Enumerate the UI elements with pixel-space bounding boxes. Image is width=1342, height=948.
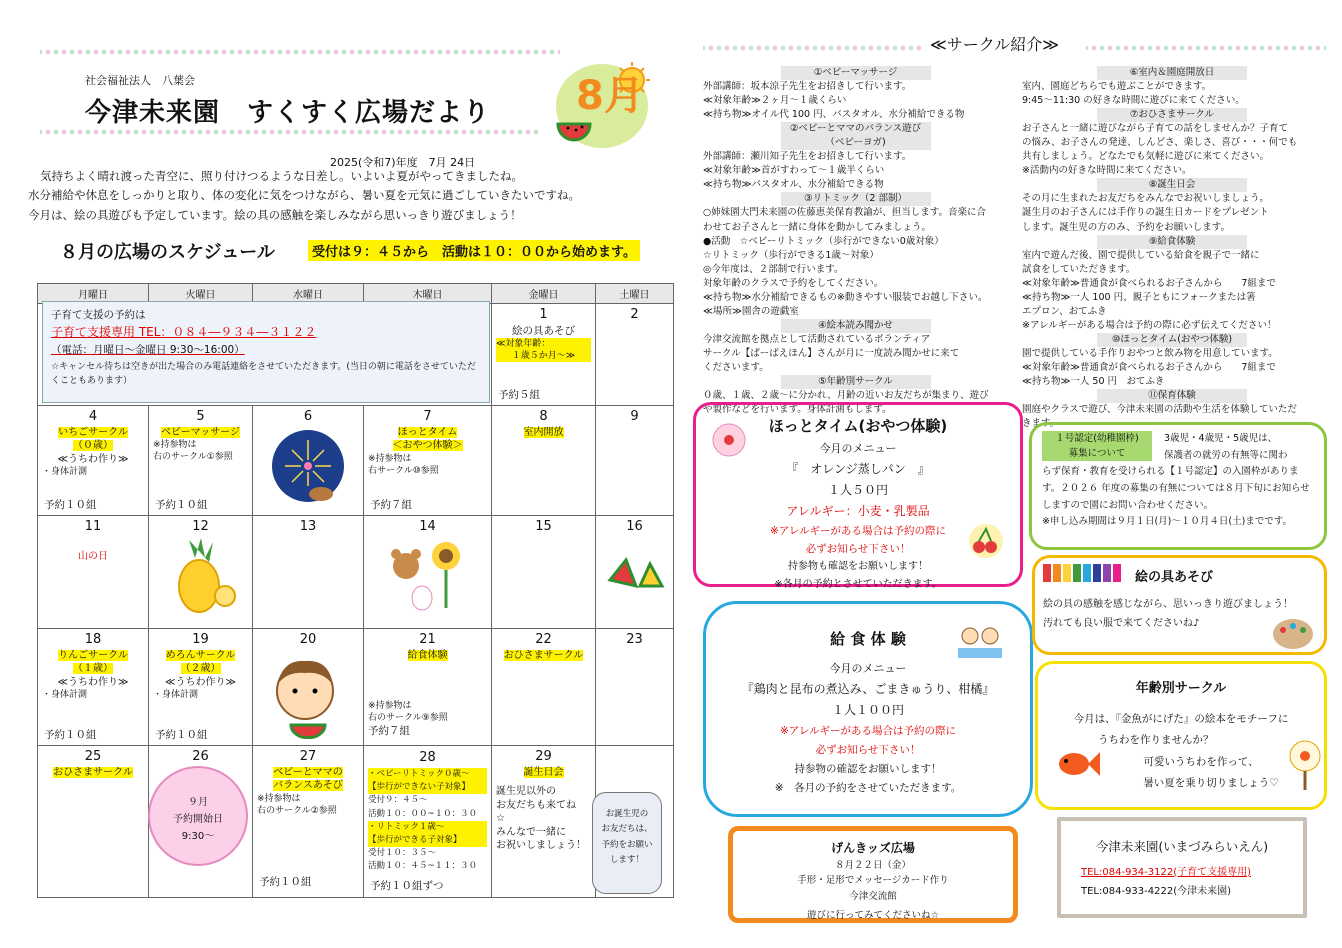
day-number: 4 (88, 409, 98, 424)
circle-heading: ⑩ほっとタイム(おやつ体験) (1097, 333, 1247, 347)
event-target-2: 【歩行ができる子対象】 (368, 834, 487, 847)
event-note-2: お友だちも来てね (496, 799, 576, 811)
hottime-allergy: アレルギー：小麦・乳製品 (786, 503, 930, 518)
circle-heading: ⑤年齢別サークル (781, 375, 931, 389)
day-number: 21 (419, 632, 436, 647)
day-number: 11 (84, 519, 102, 534)
day-number: 28 (419, 750, 436, 765)
circle-text: します。誕生児の方のみ、予約をお願いします。 (1022, 221, 1231, 233)
circle-text: 今津交流館を拠点として活動されているボランティア (703, 333, 931, 345)
dots-decoration-top (40, 48, 560, 56)
org-name: 社会福祉法人 八葉会 (85, 74, 195, 87)
event-note-2: 右のサークル⑨参照 (368, 713, 448, 724)
day-28[interactable] (364, 746, 492, 898)
day-7[interactable] (364, 406, 492, 516)
circle-text: 対象年齢のクラスで予約をしてください。 (703, 277, 884, 289)
hottime-price: １人５０円 (827, 482, 888, 497)
event-label-2: バランスあそび (273, 780, 343, 792)
age-circle-line-3: 可愛いうちわを作って、 (1143, 755, 1259, 768)
circle-text: 9:45～11:30 の好きな時間に遊びに来てください。 (1022, 95, 1245, 107)
circle-text: ≪対象年齢≫普通食が食べられるお子さんから 7組まで (1022, 361, 1276, 373)
circle-text: ※活動内の好きな時間に来てください。 (1022, 165, 1192, 177)
dots-decoration-right-2 (1086, 44, 1326, 52)
circle-text: ≪持ち物≫一人 100 円、親子ともにフォークまたは箸 (1022, 291, 1256, 303)
reservation-count: 予約７組 (368, 725, 410, 738)
day-21[interactable] (364, 629, 492, 746)
circle-label: 予約開始日 (173, 814, 223, 825)
event-note: ※持参物は (368, 453, 412, 464)
day-29[interactable] (492, 746, 596, 898)
event-label: おひさまサークル (503, 649, 584, 661)
day-number: 23 (626, 632, 643, 647)
intro-line-1: 気持ちよく晴れ渡った青空に、照り付けつるような日差し。いよいよ夏がやってきましたね。 (40, 169, 523, 183)
day-19[interactable] (149, 629, 253, 746)
circle-text: ●活動 ☆ベビーリトミック（歩行ができない0歳対象） (703, 235, 944, 247)
event-label: ほっとタイム (397, 426, 458, 438)
day-15[interactable] (492, 516, 596, 629)
hottime-bring: 持参物も確認をお願いします！ (788, 561, 928, 573)
event-note-2: 右サークル⑩参照 (368, 465, 439, 476)
circle-text: ≪場所≫園舎の遊戯室 (703, 305, 799, 317)
event-reception-2: 受付１０：３５～ (368, 848, 437, 859)
event-note: ※持参物は (257, 793, 301, 804)
event-age: （２歳） (180, 663, 221, 675)
day-1[interactable] (492, 304, 596, 406)
day-number: 13 (299, 519, 317, 534)
day-11[interactable] (38, 516, 149, 629)
event-label: おひさまサークル (53, 766, 133, 778)
event-note: ・身体計測 (153, 690, 199, 701)
day-6[interactable] (253, 406, 364, 516)
circle-text: ○姉妹園大門未来園の佐藤恵美保育教諭が、担当します。音楽に合 (703, 207, 987, 219)
age-circle-line-4: 暑い夏を乗り切りましょう♡ (1143, 777, 1279, 790)
event-label-2: ・リトミック１歳～ (368, 821, 487, 834)
genki-invite: 遊びに行ってみてくださいね☆ (806, 909, 940, 921)
circles-heading: ≪サークル紹介≫ (930, 35, 1060, 54)
genki-date: ８月２２日（金） (834, 860, 911, 872)
recruit-label (1042, 431, 1152, 461)
uchiwa-fan-icon (1288, 738, 1322, 792)
day-number: 16 (626, 519, 643, 534)
age-circle-title: 年齢別サークル (1135, 681, 1227, 696)
event-label: りんごサークル (58, 649, 128, 661)
age-circle-line-2: うちわを作りませんか？ (1098, 734, 1214, 747)
event-activity: ≪うちわ作り≫ (57, 453, 129, 465)
reception-banner: 受付は９：４５から 活動は１０：００から始めます。 (308, 240, 640, 261)
paint-line-2: 汚れても良い服で来てくださいね♪ (1043, 617, 1200, 629)
recruit-line-3: らず保育・教育を受けられる【１号認定】の入園枠があります。２０２６ 年度の募集の有無については８月下旬にお知らせしますので園にお問い合わせください。 (1042, 466, 1310, 511)
circle-heading: ⑨給食体験 (1097, 235, 1247, 249)
circle-month: ９月 (188, 797, 208, 808)
month-badge-text: 8月 (576, 73, 644, 119)
lunch-bring: 持参物の確認をお願いします！ (794, 762, 942, 775)
holiday-label: 山の日 (78, 550, 108, 562)
reservation-count: 予約１０組 (155, 498, 208, 511)
event-age: （１歳） (73, 663, 113, 675)
day-number: 26 (192, 749, 209, 764)
event-note: ※持参物は (368, 701, 412, 712)
event-label: ベビーマッサージ (161, 426, 240, 438)
schedule-title: ８月の広場のスケジュール (60, 242, 275, 263)
circle-text: くださいます。 (703, 361, 769, 373)
lunch-price: １人１００円 (831, 703, 904, 718)
recruit-line-4: ※申し込み期間は９月１日(月)～１０月４日(土)までです。 (1042, 516, 1293, 528)
lunch-warn-2: 必ずお知らせ下さい！ (815, 743, 921, 756)
weekday-wed: 水曜日 (253, 284, 364, 304)
event-label: 誕生日会 (523, 766, 564, 778)
circle-text: 室内、園庭どちらでも遊ぶことができます。 (1022, 81, 1212, 93)
event-age: （０歳） (73, 440, 113, 452)
day-number: 12 (192, 519, 209, 534)
bear-sunflower-illustration (384, 536, 474, 616)
circle-text: 室内で遊んだ後、園で提供している給食を親子で一緒に (1022, 249, 1260, 261)
circles-right-column (1022, 66, 1322, 431)
palette-icon (1271, 616, 1315, 652)
day-27[interactable] (253, 746, 364, 898)
circle-text: きます。 (1022, 418, 1060, 430)
circle-text: 園で提供している手作りおやつと飲み物を用意しています。 (1022, 347, 1278, 359)
age-circle-box (1035, 661, 1327, 810)
month-badge (550, 58, 660, 150)
contact-box (1057, 817, 1307, 918)
circle-heading: ⑥室内＆園庭開放日 (1097, 66, 1247, 80)
day-number: 7 (423, 409, 432, 424)
circle-text: ◎今年度は、２部制で行います。 (703, 263, 844, 275)
event-target: ≪対象年齢： (496, 338, 591, 350)
note-cancel: ☆キャンセル待ちは空きが出た場合のみ電話連絡をさせていただきます。(当日の朝に電話をさせていただくこともあります） (51, 362, 476, 387)
hottime-note: ※各月の予約とさせていただきます。 (774, 578, 942, 590)
intro-line-2: 水分補給や休息をしっかりと取り、体の変化に気をつけながら、暑い夏を元気に過ごしていきたいですね。 (28, 188, 580, 202)
genki-place: 今津交流館 (849, 890, 897, 902)
weekday-thu: 木曜日 (364, 284, 492, 304)
reservation-count: 予約１０組ずつ (370, 879, 444, 892)
circle-heading: ①ベビーマッサージ (781, 66, 931, 80)
birthday-bubble (592, 792, 662, 894)
circle-text: エプロン、おてふき (1022, 305, 1107, 317)
reservation-count: 予約１０組 (155, 728, 208, 741)
event-sub: ＜おやつ体験＞ (392, 440, 463, 452)
contact-name: 今津未来園(いまづみらいえん) (1095, 839, 1269, 854)
hottime-warn-1: ※アレルギーがある場合は予約の際に (769, 524, 947, 537)
paint-line-1: 絵の具の感触を感じながら、思いっきり遊びましょう！ (1043, 598, 1293, 610)
circle-text: お子さんと一緒に遊びながら子育ての話をしませんか？子育て (1022, 123, 1289, 135)
circle-heading: ②ベビーとママのバランス遊び（ベビーヨガ) (781, 122, 931, 150)
recruit-label-1: １号認定(幼稚園枠) (1055, 433, 1139, 444)
recruit-line-2: 保護者の就労の有無等に関わ (1164, 449, 1288, 461)
day-8[interactable] (492, 406, 596, 516)
day-23[interactable] (596, 629, 674, 746)
day-number: 27 (299, 749, 317, 764)
day-13[interactable] (253, 516, 364, 629)
age-circle-line-1: 今月は、『金魚がにげた』の絵本をモチーフに (1073, 712, 1289, 725)
circle-text: ≪持ち物≫一人 50 円 おてふき (1022, 376, 1165, 388)
watermelon-illustration (606, 556, 666, 596)
event-note-2: 右のサークル①参照 (153, 452, 233, 463)
circle-heading: ③リトミック（2 部制） (781, 192, 931, 206)
day-number: 2 (630, 307, 639, 322)
day-number: 29 (535, 749, 552, 764)
event-note: ※持参物は (153, 440, 197, 451)
circle-text: 試食をしていただきます。 (1022, 263, 1136, 275)
hottime-menu-label: 今月のメニュー (819, 442, 897, 456)
genki-desc: 手形・足形でメッセージカード作り (797, 875, 949, 887)
event-target-age: １歳５か月～≫ (496, 350, 591, 362)
lunch-menu-label: 今月のメニュー (829, 662, 907, 675)
circle-text: その月に生まれたお友だちをみんなでお祝いしましょう。 (1022, 193, 1270, 205)
event-time: 活動１０：００~１０：３０ (368, 808, 478, 819)
lunch-title: 給 食 体 験 (830, 630, 906, 648)
dots-decoration-right-1 (703, 44, 923, 52)
day-number: 20 (299, 632, 317, 647)
intro-line-3: 今月は、絵の具遊びも予定しています。絵の具の感触を楽しみながら思いっきり遊びましょう！ (28, 208, 522, 222)
day-number: 25 (84, 749, 102, 764)
bubble-line-1: お誕生児の (605, 809, 649, 819)
event-label: ・ベビーリトミック０歳～ (368, 768, 487, 781)
event-note: 誕生児以外の (496, 786, 556, 798)
circle-heading: ⑦おひさまサークル (1097, 108, 1247, 122)
event-note: ・身体計測 (42, 467, 88, 478)
day-12[interactable] (149, 516, 253, 629)
contact-tel-2[interactable]: TEL:084-933-4222(今津未来園) (1081, 885, 1232, 897)
event-label: ベビーとママの (273, 766, 343, 778)
weekday-sat: 土曜日 (596, 284, 674, 304)
circle-heading: ⑪保育体験 (1097, 389, 1247, 403)
event-activity: ≪うちわ作り≫ (165, 676, 236, 688)
children-eating-icon (956, 624, 1004, 662)
day-number: 18 (84, 632, 102, 647)
lunch-menu: 『鶏肉と昆布の煮込み、ごまきゅうり、柑橘』 (741, 681, 995, 696)
event-label: めろんサークル (165, 649, 236, 661)
reservation-count: 予約１０組 (259, 875, 312, 888)
circle-text: ≪持ち物≫水分補給できるもの※動きやすい服装でお越し下さい。 (703, 291, 988, 303)
event-note-4: みんなで一緒に (496, 826, 566, 838)
day-9[interactable] (596, 406, 674, 516)
event-reception: 受付９：４５～ (368, 795, 428, 806)
event-label: 室内開放 (523, 426, 564, 438)
hottime-box (693, 402, 1023, 590)
circle-text: 外部講師：坂本涼子先生をお招きして行います。 (703, 81, 912, 93)
fireworks-illustration (263, 426, 353, 508)
reservation-note (42, 301, 490, 403)
recruit-label-2: 募集について (1068, 448, 1126, 460)
flower-cookie-icon (712, 423, 746, 457)
event-note-5: お祝いしましょう！ (496, 840, 586, 852)
reservation-count: 予約１０組 (44, 498, 97, 511)
reservation-count: 予約１０組 (44, 728, 97, 741)
circle-text: 外部講師：瀬川知子先生をお招きして行います。 (703, 151, 912, 163)
paint-tubes-icon (1041, 562, 1131, 584)
weekday-tue: 火曜日 (149, 284, 253, 304)
circle-text: ≪対象年齢≫２ヶ月～１歳くらい (703, 95, 847, 107)
paint-title: 絵の具あそび (1135, 570, 1214, 585)
circle-time: 9:30～ (181, 831, 215, 842)
circle-text: ≪持ち物≫オイル代 100 円、バスタオル、水分補給できる物 (703, 109, 965, 121)
circle-text: ≪持ち物≫バスタオル、水分補給できる物 (703, 179, 884, 191)
circle-text: や製作などを行います。身体計測もします。 (703, 404, 892, 416)
lunch-warn-1: ※アレルギーがある場合は予約の際に (779, 724, 957, 737)
recruit-line-1: 3歳児・4歳児・5歳児は、 (1164, 433, 1278, 444)
circle-text: ☆リトミック（歩行ができる1歳～対象） (703, 249, 879, 261)
circle-text: ０歳、１歳、２歳～に分かれ、月齢の近いお友だちが集まり、遊び (703, 390, 989, 402)
circle-text: 誕生月のお子さんには手作りの誕生日カードをプレゼント (1022, 207, 1269, 219)
circle-text: ※アレルギーがある場合は予約の際に必ず伝えてください！ (1022, 319, 1277, 331)
paint-box (1032, 555, 1327, 655)
event-note-2: 右のサークル②参照 (257, 805, 337, 816)
hottime-warn-2: 必ずお知らせ下さい！ (805, 542, 911, 555)
circle-text: 共有しましょう。どなたでも気軽に遊びに来てください。 (1022, 151, 1270, 163)
page-title: 今津未来園 すくすく広場だより (85, 98, 491, 128)
circle-heading: ④絵本読み聞かせ (781, 319, 931, 333)
day-number: 15 (535, 519, 552, 534)
day-22[interactable] (492, 629, 596, 746)
goldfish-icon (1052, 744, 1102, 784)
note-hours: （電話：月曜日～金曜日 9:30～16:00） (51, 343, 245, 356)
genki-title: げんきッズ広場 (831, 841, 915, 855)
day-number: 19 (192, 632, 209, 647)
bubble-line-4: します！ (609, 854, 644, 865)
note-line-1: 子育て支援の予約は (51, 309, 146, 321)
hottime-menu: 『 オレンジ蒸しパン 』 (786, 461, 930, 476)
hottime-title: ほっとタイム(おやつ体験) (768, 417, 948, 435)
day-25[interactable] (38, 746, 149, 898)
lunch-box (703, 601, 1033, 817)
event-time-2: 活動１０：４５~１１：３０ (368, 861, 478, 872)
circle-text: ≪対象年齢≫首がすわって～１歳半くらい (703, 165, 885, 177)
contact-tel-1[interactable]: TEL:084-934-3122(子育て支援専用) (1081, 866, 1252, 878)
day-number: 22 (535, 632, 552, 647)
weekday-fri: 金曜日 (492, 284, 596, 304)
event-note-3: ☆ (496, 813, 505, 825)
day-number: 5 (196, 409, 205, 424)
child-watermelon-illustration (263, 649, 353, 739)
reservation-start-circle (148, 766, 248, 866)
event-label: いちごサークル (58, 426, 128, 438)
day-number: 6 (303, 409, 313, 424)
lunch-note: ※ 各月の予約をさせていただきます。 (774, 781, 962, 794)
day-number: 9 (630, 409, 639, 424)
circles-left-column (703, 66, 1008, 417)
circle-text: わせてお子さんと一緒に身体を動かしてみましょう。 (703, 221, 932, 233)
event-activity: ≪うちわ作り≫ (57, 676, 129, 688)
day-18[interactable] (38, 629, 149, 746)
circle-text: サークル【ぱーばえほん】さんが月に一度読み聞かせに来て (703, 347, 960, 359)
circle-text: の悩み、お子さんの発達、しんどさ、楽しさ、喜び・・・何でも (1022, 137, 1298, 149)
note-tel[interactable]: 子育て支援専用 TEL：０８４―９３４―３１２２ (51, 325, 317, 340)
issue-date: 2025(令和7)年度 7月 24日 (330, 156, 476, 169)
event-label: 給食体験 (407, 649, 448, 661)
bubble-line-3: 予約をお願い (601, 839, 653, 850)
dots-decoration-bottom (40, 128, 540, 136)
day-5[interactable] (149, 406, 253, 516)
day-2[interactable] (596, 304, 674, 406)
day-16[interactable] (596, 516, 674, 629)
event-label: 絵の具あそび (512, 324, 575, 337)
day-number: 1 (539, 307, 548, 322)
day-number: 8 (539, 409, 548, 424)
cherry-icon (966, 523, 1006, 559)
day-4[interactable] (38, 406, 149, 516)
bubble-line-2: お友だちは、 (601, 824, 653, 835)
circle-text: ≪対象年齢≫普通食が食べられるお子さんから 7組まで (1022, 277, 1276, 289)
day-20[interactable] (253, 629, 364, 746)
circle-heading: ⑧誕生日会 (1097, 178, 1247, 192)
genki-box (728, 826, 1018, 923)
weekday-mon: 月曜日 (38, 284, 149, 304)
reservation-count: 予約７組 (370, 498, 412, 511)
event-target: 【歩行ができない子対象】 (368, 781, 487, 794)
recruit-box (1029, 422, 1327, 550)
day-number: 14 (419, 519, 436, 534)
reservation-count: 予約５組 (498, 388, 540, 401)
event-note: ・身体計測 (42, 690, 88, 701)
circle-text: 園庭やクラスで遊び、今津未来園の活動や生活を体験していただ (1022, 404, 1297, 416)
day-14[interactable] (364, 516, 492, 629)
pineapple-illustration (159, 536, 239, 616)
